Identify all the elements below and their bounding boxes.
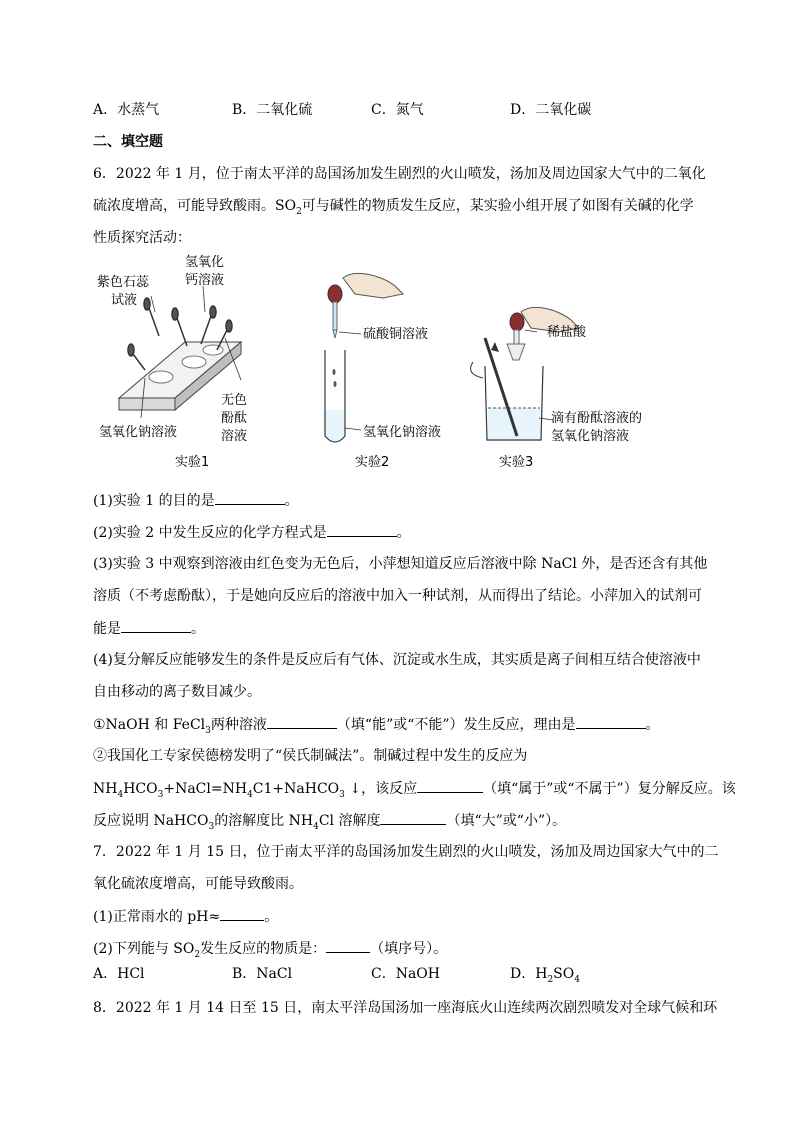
q6-part3-line1: (3)实验 3 中观察到溶液由红色变为无色后，小萍想知道反应后溶液中除 NaCl 外，是否还含有其他 [93, 556, 708, 572]
exp1-label-naoh: 氢氧化钠溶液 [99, 425, 178, 440]
q7-stem-line1: 7．2022 年 1 月 15 日，位于南太平洋的岛国汤加发生剧烈的火山喷发，汤加及周边国家大气中的二 [93, 844, 719, 860]
exp1-label-phenol-b: 酚酞 [221, 411, 248, 426]
section-title: 二、填空题 [93, 134, 163, 150]
exp1-label-caoh-a: 氢氧化 [185, 255, 225, 270]
q6-stem-line2: 硫浓度增高，可能导致酸雨。$SO_2$可与碱性的物质发生反应，某实验小组开展了如图有关碱的化学 [93, 198, 694, 217]
answer-blank[interactable] [327, 522, 397, 537]
experiment-figure [93, 250, 693, 480]
q6-part3-line3: 能是 。 [93, 618, 205, 639]
answer-blank[interactable] [215, 490, 285, 505]
q6-part4-line1: (4)复分解反应能够发生的条件是反应后有气体、沉淀或水生成，其实质是离子间相互结合使溶液中 [93, 652, 701, 668]
exp1-caption: 实验1 [175, 455, 210, 470]
exp1-label-caoh-b: 钙溶液 [185, 273, 225, 288]
q7-part1: (1)正常雨水的 pH≈ 。 [93, 906, 278, 927]
q8-stem-line1: 8．2022 年 1 月 14 日至 15 日，南太平洋岛国汤加一座海底火山连续两次剧烈喷发对全球气候和环 [93, 1000, 718, 1016]
exp1-label-phenol-a: 无色 [221, 393, 248, 408]
q7-option-d: D．$H_2SO_4$ [510, 966, 580, 985]
exp2-label-cuso4: 硫酸铜溶液 [363, 327, 429, 342]
q6-part2: (2)实验 2 中发生反应的化学方程式是 。 [93, 522, 411, 543]
exp1-label-litmus-a: 紫色石蕊 [97, 275, 150, 290]
exp1-label-litmus-b: 试液 [111, 293, 138, 308]
exp3-label-hcl: 稀盐酸 [547, 325, 587, 340]
exp1-label-phenol-c: 溶液 [221, 429, 248, 444]
exp3-label-naoh: 氢氧化钠溶液 [551, 429, 630, 444]
exp3-label-phenol: 滴有酚酞溶液的 [551, 411, 643, 426]
q7-stem-line2: 氧化硫浓度增高，可能导致酸雨。 [93, 876, 303, 892]
answer-blank[interactable] [417, 778, 483, 793]
q5-option-b: B．二氧化硫 [232, 102, 313, 118]
q6-part4-item1: ①NaOH 和 FeCl$_3$两种溶液 （填“能”或“不能”）发生反应，理由是 。 [93, 714, 660, 741]
experiment-diagram [93, 250, 693, 480]
answer-blank[interactable] [380, 810, 446, 825]
q6-part4-item2: ②我国化工专家侯德榜发明了“侯氏制碱法”。制碱过程中发生的反应为 [93, 748, 528, 764]
q6-part1: (1)实验 1 的目的是 。 [93, 490, 299, 511]
answer-blank[interactable] [220, 906, 264, 921]
q6-stem-line1: 6．2022 年 1 月，位于南太平洋的岛国汤加发生剧烈的火山喷发，汤加及周边国家大气中的二氧化 [93, 166, 706, 182]
answer-blank[interactable] [576, 714, 646, 729]
q7-option-a: A．HCl [93, 966, 145, 982]
q6-part4-item3: 反应说明 NaHCO$_3$的溶解度比 $NH_4Cl$ 溶解度 （填“大”或“小”）。 [93, 810, 566, 837]
exp2-label-naoh: 氢氧化钠溶液 [363, 425, 442, 440]
answer-blank[interactable] [326, 938, 370, 953]
q7-option-b: B．NaCl [232, 966, 293, 982]
exp3-caption: 实验3 [499, 455, 534, 470]
exp2-caption: 实验2 [355, 455, 390, 470]
q5-option-a: A．水蒸气 [93, 102, 160, 118]
q5-option-c: C．氮气 [371, 102, 424, 118]
q6-equation-line: $NH_4HCO_3+NaCl=NH_4C1+NaHCO_3$ ↓，该反应 （填“属于”或“不属于”）复分解反应。该 [93, 778, 736, 805]
answer-blank[interactable] [267, 714, 337, 729]
q6-part3-line2: 溶质（不考虑酚酞），于是她向反应后的溶液中加入一种试剂，从而得出了结论。小萍加入的试剂可 [93, 588, 702, 604]
q6-stem-line3: 性质探究活动： [93, 230, 191, 246]
q7-part2: (2)下列能与 $SO_2$发生反应的物质是： （填序号）。 [93, 938, 447, 965]
exp2-test-tube [325, 350, 345, 442]
q6-part4-line2: 自由移动的离子数目减少。 [93, 684, 261, 700]
q7-option-c: C．NaOH [371, 966, 440, 982]
q5-option-d: D．二氧化碳 [510, 102, 592, 118]
answer-blank[interactable] [121, 618, 191, 633]
